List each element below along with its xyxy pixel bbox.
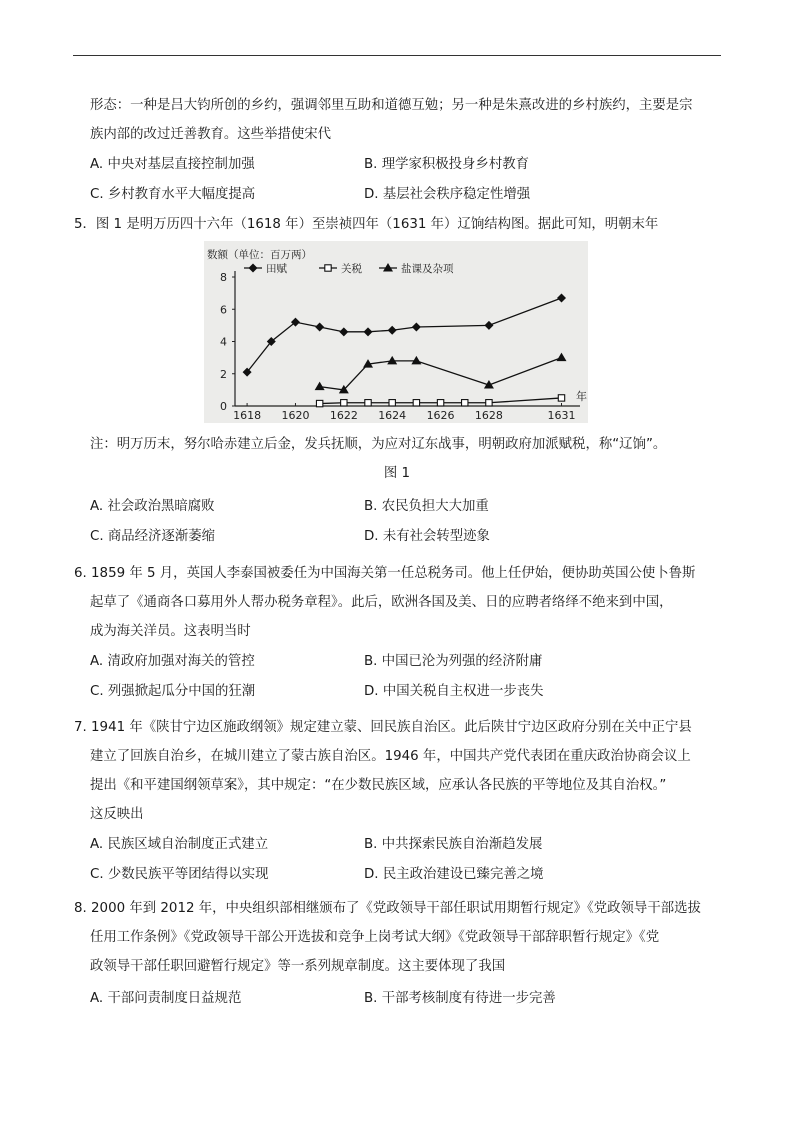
- chart-svg: [204, 241, 588, 423]
- q8-line-2: 任用工作条例》《党政领导干部公开选拔和竞争上岗考试大纲》《党政领导干部辞职暂行规定》《党: [90, 930, 660, 945]
- y-tick-label: 4: [220, 335, 227, 349]
- q8-option-b[interactable]: B. 干部考核制度有待进一步完善: [364, 991, 556, 1006]
- data-point: [316, 400, 322, 406]
- data-point: [462, 400, 468, 406]
- y-tick-label: 2: [220, 367, 227, 381]
- data-point: [341, 400, 347, 406]
- data-point: [364, 327, 373, 336]
- q4-option-b[interactable]: B. 理学家积极投身乡村教育: [364, 157, 529, 172]
- q4-option-c[interactable]: C. 乡村教育水平大幅度提高: [90, 187, 256, 202]
- q7-option-a[interactable]: A. 民族区域自治制度正式建立: [90, 837, 269, 852]
- legend-marker: [383, 263, 393, 272]
- y-tick-label: 6: [220, 303, 227, 317]
- q8-line-3: 政领导干部任职回避暂行规定》等一系列规章制度。这主要体现了我国: [90, 959, 506, 974]
- figure-1-chart: [204, 241, 588, 423]
- q7-line-4: 这反映出: [90, 807, 144, 822]
- data-point: [557, 293, 566, 302]
- data-point: [365, 400, 371, 406]
- q5-note: 注：明万历末，努尔哈赤建立后金，发兵抚顺，为应对辽东战事，明朝政府加派赋税，称“辽饷”。: [90, 437, 667, 452]
- q4-line-1: 形态：一种是吕大钧所创的乡约，强调邻里互助和道德互勉；另一种是朱熹改进的乡村族约，主要是宗: [90, 98, 693, 113]
- data-point: [387, 356, 397, 365]
- data-point: [315, 382, 325, 391]
- q5-option-d[interactable]: D. 未有社会转型迹象: [364, 529, 490, 544]
- q6-line-2: 起草了《通商各口募用外人帮办税务章程》。此后，欧洲各国及美、日的应聘者络绎不绝来到中国，: [90, 595, 673, 610]
- q7-option-d[interactable]: D. 民主政治建设已臻完善之境: [364, 867, 544, 882]
- q4-option-d[interactable]: D. 基层社会秩序稳定性增强: [364, 187, 531, 202]
- data-point: [412, 322, 421, 331]
- q4-line-2: 族内部的改过迁善教育。这些举措使宋代: [90, 127, 332, 142]
- legend-label: 田赋: [266, 263, 287, 275]
- q6-option-d[interactable]: D. 中国关税自主权进一步丧失: [364, 684, 544, 699]
- legend-label: 关税: [341, 263, 362, 275]
- q6-line-1: 6. 1859 年 5 月，英国人李泰国被委任为中国海关第一任总税务司。他上任伊始，便协助英国公使卜鲁斯: [74, 566, 696, 581]
- header-rule: [73, 55, 721, 56]
- q7-line-2: 建立了回族自治乡，在城川建立了蒙古族自治区。1946 年，中国共产党代表团在重庆政治协商会议上: [90, 749, 691, 764]
- data-point: [389, 400, 395, 406]
- data-point: [556, 353, 566, 362]
- series-2: [315, 353, 567, 394]
- legend-marker: [249, 264, 258, 273]
- y-tick-label: 0: [220, 400, 227, 413]
- q6-line-3: 成为海关洋员。这表明当时: [90, 624, 251, 639]
- x-tick-label: 1622: [329, 409, 358, 422]
- series-line: [320, 358, 562, 390]
- series-0: [243, 293, 566, 376]
- x-tick-label: 1618: [233, 409, 262, 422]
- data-point: [484, 321, 493, 330]
- q7-option-b[interactable]: B. 中共探索民族自治渐趋发展: [364, 837, 543, 852]
- q7-line-1: 7. 1941 年《陕甘宁边区施政纲领》规定建立蒙、回民族自治区。此后陕甘宁边区政府分别在关中正宁县: [74, 720, 692, 735]
- figure-caption: 图 1: [383, 466, 411, 481]
- q6-option-b[interactable]: B. 中国已沦为列强的经济附庸: [364, 654, 543, 669]
- q5-option-c[interactable]: C. 商品经济逐渐萎缩: [90, 529, 215, 544]
- legend-label: 盐课及杂项: [401, 263, 454, 275]
- q6-option-a[interactable]: A. 清政府加强对海关的管控: [90, 654, 255, 669]
- q4-option-a[interactable]: A. 中央对基层直接控制加强: [90, 157, 255, 172]
- q5-stem: 5．图 1 是明万历四十六年（1618 年）至崇祯四年（1631 年）辽饷结构图。据此可知，明朝末年: [74, 217, 659, 232]
- q8-option-a[interactable]: A. 干部问责制度日益规范: [90, 991, 242, 1006]
- q8-line-1: 8. 2000 年到 2012 年，中央组织部相继颁布了《党政领导干部任职试用期暂行规定》《党政领导干部选拔: [74, 901, 701, 916]
- q5-option-a[interactable]: A. 社会政治黑暗腐败: [90, 499, 215, 514]
- data-point: [339, 327, 348, 336]
- data-point: [558, 395, 564, 401]
- data-point: [413, 400, 419, 406]
- series-1: [316, 395, 564, 407]
- x-tick-label: 1631: [547, 409, 576, 422]
- data-point: [437, 400, 443, 406]
- legend-marker: [325, 265, 331, 271]
- data-point: [486, 400, 492, 406]
- data-point: [388, 326, 397, 335]
- q5-option-b[interactable]: B. 农民负担大大加重: [364, 499, 489, 514]
- q6-option-c[interactable]: C. 列强掀起瓜分中国的狂潮: [90, 684, 256, 699]
- x-tick-label: 1620: [281, 409, 310, 422]
- x-tick-label: 1626: [426, 409, 455, 422]
- x-axis-label: 年: [576, 390, 587, 403]
- y-tick-label: 8: [220, 271, 227, 284]
- x-tick-label: 1624: [378, 409, 407, 422]
- q7-option-c[interactable]: C. 少数民族平等团结得以实现: [90, 867, 269, 882]
- x-tick-label: 1628: [474, 409, 503, 422]
- data-point: [411, 356, 421, 365]
- y-axis-label: 数额（单位：百万两）: [207, 249, 312, 261]
- data-point: [315, 322, 324, 331]
- q7-line-3: 提出《和平建国纲领草案》，其中规定：“在少数民族区域，应承认各民族的平等地位及其自治权。”: [90, 778, 667, 793]
